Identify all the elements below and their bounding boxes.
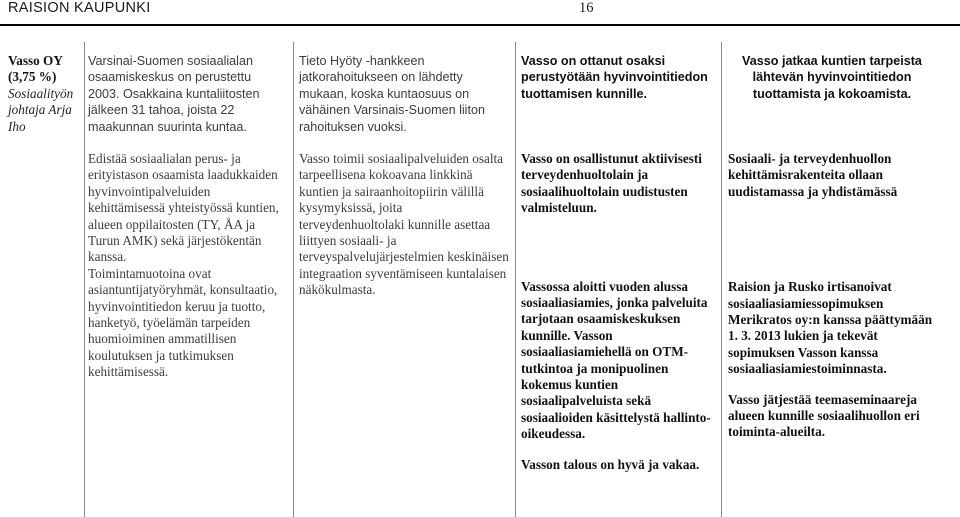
activities-paragraph: Vasson talous on hyvä ja vakaa. <box>521 456 700 472</box>
actor-cell <box>8 53 80 135</box>
column-divider <box>721 42 722 517</box>
purpose-cell <box>88 151 284 392</box>
activities-cell <box>521 151 717 484</box>
funding-cell: Tieto Hyöty -hankkeen jatkorahoitukseen on lähdetty mukaan, koska kuntaosuus on vähäinen Varsinais-Suomen liiton rahoituksen vuoksi. <box>299 54 485 134</box>
header-rule <box>0 24 960 26</box>
activities-paragraph: Vasso on osallistunut aktiivisesti terveydenhuoltolain ja sosiaalihuoltolain uudistusten valmisteluun. <box>521 151 702 216</box>
role-paragraph: Vasso toimii sosiaalipalveluiden osalta tarpeellisena kokoavana linkkinä kuntien ja sairaanhoitopiirin välillä kysymyksissä, joita terveydenhuoltolaki kunnille asettaa liittyen sosiaali- ja terveyspalvelujärjestelmien keskinäisen integraation syventämiseen kuntalaisen näkökulmasta. <box>299 151 509 298</box>
changes-paragraph: Vasso jätjestää teemaseminaareja alueen kunnille sosiaalihuollon eri toiminta-alueilta. <box>728 391 920 440</box>
changes-paragraph: Sosiaali- ja terveydenhuollon kehittämisrakenteita ollaan uudistamassa ja yhdistämässä <box>728 151 898 199</box>
column-divider <box>84 42 85 517</box>
future-cell: Vasso jatkaa kuntien tarpeista lähtevän hyvinvointitiedon tuottamista ja kokoamista. <box>742 54 922 101</box>
organization-name: RAISION KAUPUNKI <box>8 0 151 16</box>
background-cell: Varsinai-Suomen sosiaalialan osaamiskeskus on perustettu 2003. Osakkaina kuntaliitosten jälkeen 31 tahoa, joista 22 maakunnan suurinta kuntaa. <box>88 54 260 134</box>
changes-cell <box>728 151 936 452</box>
actor-name: Vasso OY <box>8 53 63 68</box>
role-cell <box>299 151 509 310</box>
changes-paragraph: Raision ja Rusko irtisanoivat sosiaaliasiamiessopimuksen Merikratos oy:n kanssa päättymään 1. 3. 2013 lukien ja tekevät sopimuksen Vasson kanssa sosiaaliasiamiestoiminnasta. <box>728 279 933 377</box>
page-number: 16 <box>579 0 594 16</box>
evaluation-table <box>0 42 960 517</box>
outcome-cell: Vasso on ottanut osaksi perustyötään hyvinvointitiedon tuottamisen kunnille. <box>521 54 708 101</box>
column-divider <box>515 42 516 517</box>
purpose-paragraph: Edistää sosiaalialan perus- ja erityistason osaamista laadukkaiden hyvinvointipalveluiden kehittämisessä yhteistyössä kuntien, alueen oppilaitosten (TY, ÅA ja Turun AMK) sekä järjestökentän kanssa. <box>88 151 279 265</box>
actor-share: (3,75 %) <box>8 69 57 85</box>
actor-role-line: Iho <box>8 118 26 134</box>
column-divider <box>293 42 294 517</box>
actor-role-line: Sosiaalityön <box>8 85 74 101</box>
activities-paragraph: Vassossa aloitti vuoden alussa sosiaaliasiamies, jonka palveluita tarjotaan osaamiskeskuksen kunnille. Vasson sosiaaliasiamiehellä on OTM-tutkintoa ja monipuolinen kokemus kuntien sosiaalipalveluista sekä sosiaalioiden käsittelystä hallinto-oikeudessa. <box>521 278 711 442</box>
purpose-paragraph: Toimintamuotoina ovat asiantuntijatyöryhmät, konsultaatio, hyvinvointitiedon keruu ja tuotto, hanketyö, työelämän tarpeiden huomioiminen ammatillisen koulutuksen ja tutkimuksen kehittämisessä. <box>88 265 278 380</box>
actor-role-line: johtaja Arja <box>8 102 72 118</box>
